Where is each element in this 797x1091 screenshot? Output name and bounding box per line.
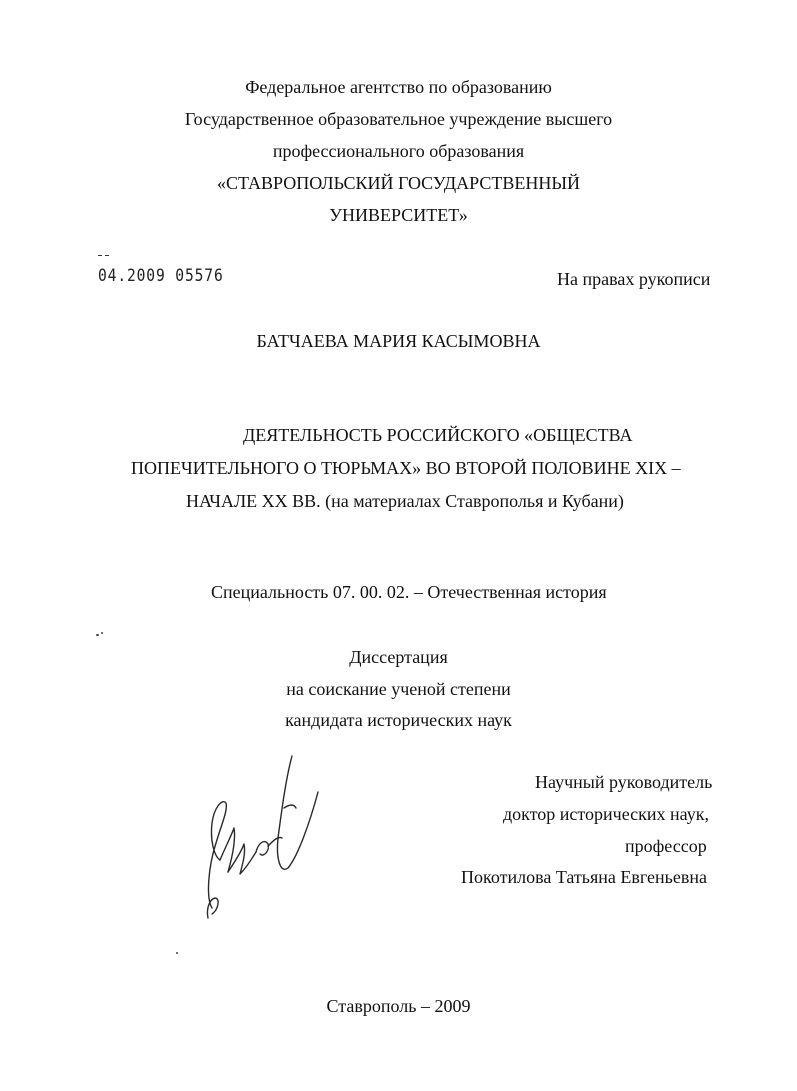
scan-speck bbox=[176, 952, 178, 954]
scan-speck bbox=[101, 632, 103, 634]
handwritten-signature bbox=[198, 748, 330, 926]
agency-line: Федеральное агентство по образованию bbox=[245, 77, 552, 97]
registration-stamp: 04.2009 05576 bbox=[98, 266, 224, 286]
scan-speck bbox=[96, 634, 99, 636]
university-line-1: «СТАВРОПОЛЬСКИЙ ГОСУДАРСТВЕННЫЙ bbox=[216, 173, 581, 193]
title-line-3: НАЧАЛЕ XX ВВ. (на материалах Ставрополья и Кубани) bbox=[186, 491, 624, 511]
dissertation-line-1: Диссертация bbox=[349, 647, 448, 667]
supervisor-rank: профессор bbox=[625, 836, 707, 856]
title-line-2: ПОПЕЧИТЕЛЬНОГО О ТЮРЬМАХ» ВО ВТОРОЙ ПОЛОВИНЕ XIX – bbox=[131, 458, 681, 478]
supervisor-degree: доктор исторических наук, bbox=[503, 804, 709, 824]
title-line-1: ДЕЯТЕЛЬНОСТЬ РОССИЙСКОГО «ОБЩЕСТВА bbox=[243, 425, 633, 445]
stamp-mark-icon bbox=[98, 255, 112, 257]
institution-line-1: Государственное образовательное учреждение высшего bbox=[184, 109, 613, 129]
institution-line-2: профессионального образования bbox=[272, 141, 525, 161]
author-name: БАТЧАЕВА МАРИЯ КАСЫМОВНА bbox=[256, 331, 541, 351]
university-line-2: УНИВЕРСИТЕТ» bbox=[329, 205, 468, 225]
rights-notice: На правах рукописи bbox=[557, 269, 711, 289]
specialty-line: Специальность 07. 00. 02. – Отечественная история bbox=[211, 582, 607, 602]
dissertation-line-3: кандидата исторических наук bbox=[285, 710, 512, 730]
supervisor-role: Научный руководитель bbox=[535, 772, 713, 792]
dissertation-line-2: на соискание ученой степени bbox=[286, 679, 511, 699]
city-year: Ставрополь – 2009 bbox=[326, 996, 471, 1016]
supervisor-name: Покотилова Татьяна Евгеньевна bbox=[461, 867, 707, 887]
